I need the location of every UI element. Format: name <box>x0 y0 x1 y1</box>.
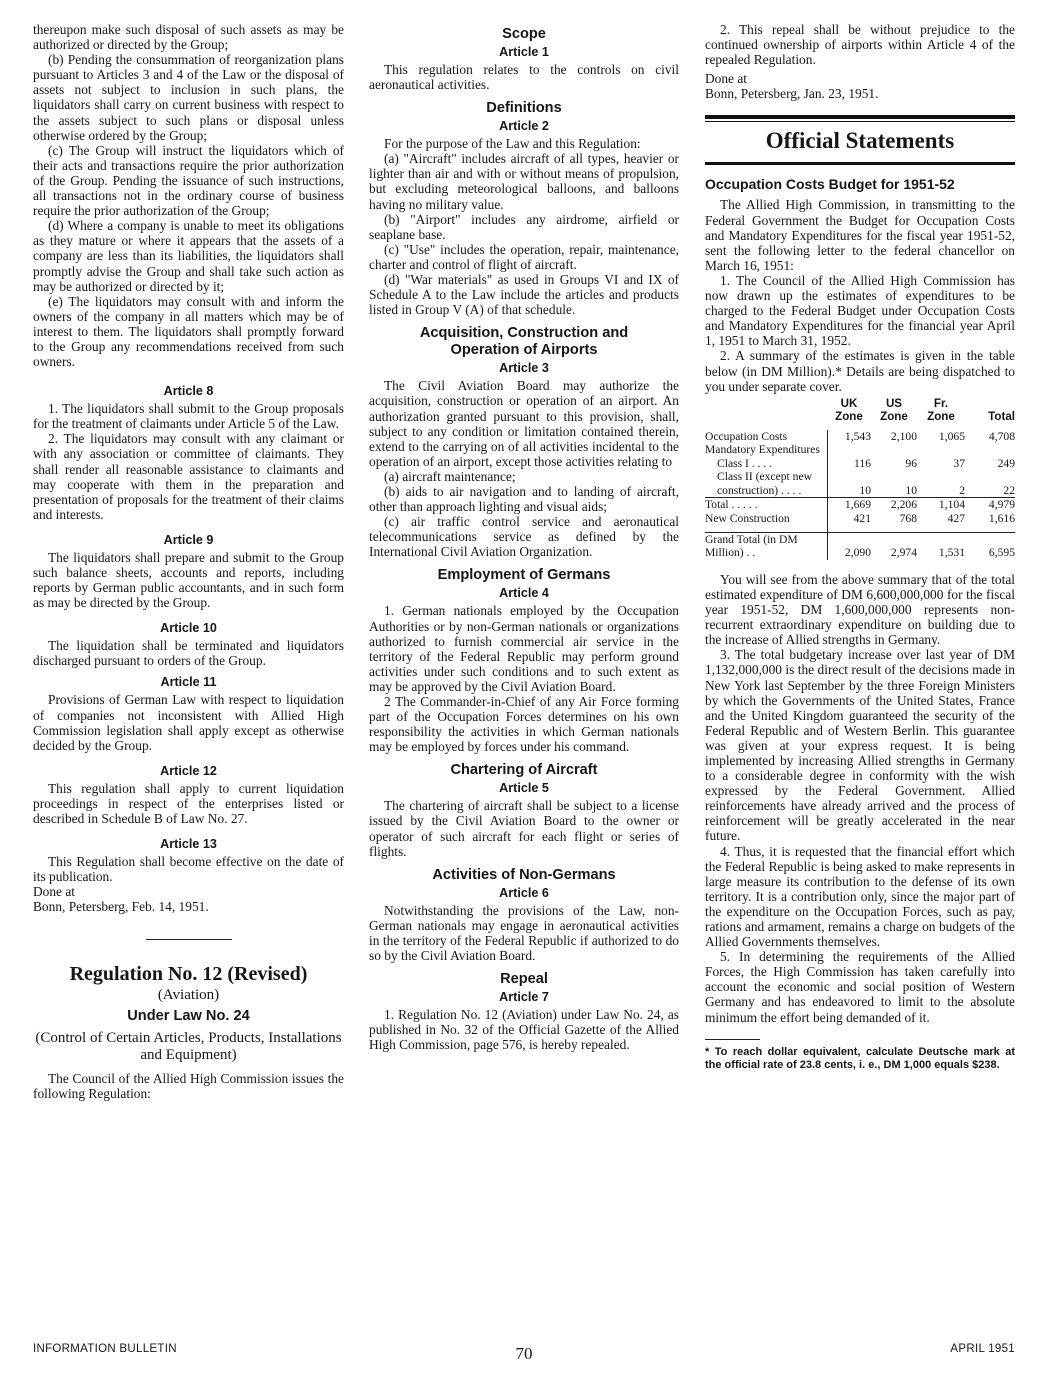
paragraph: 1. The liquidators shall submit to the Group proposals for the treatment of claimants under Article 5 of the Law. <box>33 401 344 432</box>
section-rule <box>705 162 1015 165</box>
paragraph: (d) "War materials" as used in Groups VI and IX of Schedule A to the Law include the articles and products listed in Group V (A) of that schedule. <box>369 272 679 318</box>
column-header: Zone <box>927 410 955 424</box>
table-cell: 768 <box>899 512 917 526</box>
table-row <box>705 498 1015 512</box>
table-header-row <box>705 410 1015 423</box>
table-cell: 4,708 <box>988 429 1015 443</box>
paragraph: 1. German nationals employed by the Occupation Authorities or by non-German nationals or organizations authorized to furnish commercial air service in the territory of the Federal Republic may perform ground activities under such conditions and to such extent as may be approved by the Civil Aviation Board. <box>369 603 679 694</box>
article-heading: Article 2 <box>499 119 549 134</box>
section-heading: Repeal <box>500 971 548 988</box>
footnote: * To reach dollar equivalent, calculate Deutsche mark at the official rate of 23.8 cents, i. e., DM 1,000 equals $238. <box>705 1045 1015 1071</box>
table-cell: 2 <box>959 483 965 497</box>
table-cell: 22 <box>1003 483 1015 497</box>
paragraph: 2 The Commander-in-Chief of any Air Force forming part of the Occupation Forces determines on his own responsibility the activities in which German nationals may be employed by forces under his command. <box>369 694 679 755</box>
section-heading: Acquisition, Construction and Operation of Airports <box>419 325 629 359</box>
paragraph: (b) "Airport" includes any airdrome, airfield or seaplane base. <box>369 211 679 242</box>
column-header: UK <box>840 396 858 410</box>
footer-publication: INFORMATION BULLETIN <box>33 1343 177 1355</box>
table-cell: 10 <box>859 483 871 497</box>
budget-table <box>705 397 1015 560</box>
table-header-row <box>705 397 1015 410</box>
column-1 <box>33 22 344 1101</box>
table-cell: 96 <box>905 456 917 470</box>
paragraph: 5. In determining the requirements of the Allied Forces, the High Commission has taken carefully into account the economic and social position of Western Germany and has endeavored to limit to the absolute minimum the effort being demanded of it. <box>705 949 1015 1025</box>
row-label: New Construction <box>705 512 827 526</box>
table-cell: 2,100 <box>890 429 917 443</box>
column-header: US <box>885 396 903 410</box>
paragraph: The Civil Aviation Board may authorize the acquisition, construction or operation of an airport. An authorization granted pursuant to this provision, shall, subject to any condition or limitation contained therein, extend to the carrying on of all activities incidental to the operation of an airport, except those activities relating to <box>369 378 679 469</box>
paragraph: thereupon make such disposal of such assets as may be authorized or directed by the Group; <box>33 22 344 53</box>
table-cell: 4,979 <box>965 498 1015 512</box>
footer-date: APRIL 1951 <box>950 1343 1015 1355</box>
section-heading: Employment of Germans <box>437 567 611 584</box>
table-row <box>705 532 1015 560</box>
article-heading: Article 12 <box>160 763 217 778</box>
table-cell: 1,065 <box>938 429 965 443</box>
table-cell: 1,616 <box>988 512 1015 526</box>
paragraph: The liquidators shall prepare and submit to the Group such balance sheets, accounts and reports, including reports by German public accountants, and in such form as may be directed by the Group. <box>33 549 344 611</box>
section-heading: Definitions <box>486 100 562 117</box>
table-cell: 10 <box>905 483 917 497</box>
row-label: Total . . . . . <box>705 498 827 512</box>
paragraph: You will see from the above summary that of the total estimated expenditure of DM 6,600,000,000 for the fiscal year 1951-52, DM 1,600,000,000 represents non-recurrent extraordinary expenditure on building due to the increase of Allied strengths in Germany. <box>705 571 1015 648</box>
article-heading: Article 11 <box>160 675 217 690</box>
article-heading: Article 4 <box>499 586 549 601</box>
official-statements-title: Official Statements <box>765 128 955 154</box>
article-heading: Article 3 <box>499 361 549 376</box>
section-heading: Chartering of Aircraft <box>450 762 598 779</box>
article-heading: Article 9 <box>163 532 214 547</box>
paragraph: (b) Pending the consummation of reorganization plans pursuant to Articles 3 and 4 of the Law or the disposal of assets not subject to inclusion in such plans, the liquidators shall carry on current business with respect to the assets subject to such plans or disposal unless otherwise ordered by the Group; <box>33 52 344 143</box>
column-header: Zone <box>880 410 908 424</box>
column-header <box>965 397 1015 410</box>
regulation-title: Regulation No. 12 (Revised) <box>69 962 308 985</box>
budget-heading: Occupation Costs Budget for 1951-52 <box>705 176 955 193</box>
table-row <box>705 430 1015 444</box>
table-row <box>705 512 1015 526</box>
table-cell: 6,595 <box>965 532 1015 560</box>
article-heading: Article 8 <box>163 384 214 399</box>
page-number: 70 <box>515 1344 533 1363</box>
table-cell: 2,974 <box>871 532 917 560</box>
paragraph: (d) Where a company is unable to meet its obligations as they mature or where it appears that the assets of a company are less than its liabilities, the liquidators shall promptly advise the Group and shall take such action as may be authorized or directed by it; <box>33 218 344 294</box>
table-cell: 37 <box>953 456 965 470</box>
paragraph: 3. The total budgetary increase over last year of DM 1,132,000,000 is the direct result of the decisions made in New York last September by the three Foreign Ministers by which the Governments of the United States, France and the United Kingdom guaranteed the security of the Federal Republic and of Western Berlin. This guarantee was given at your express request. It is being implemented by increasing Allied strengths in Germany to a considerable degree in conformity with the wish expressed by the Federal Government. Allied reinforcements have already arrived and the process of reinforcement will be greatly accelerated in the near future. <box>705 647 1015 844</box>
article-heading: Article 1 <box>499 45 549 59</box>
done-place: Bonn, Petersberg, Feb. 14, 1951. <box>33 899 209 915</box>
article-heading: Article 13 <box>160 837 217 852</box>
footnote-rule <box>705 1039 760 1040</box>
column-header: Zone <box>835 410 863 424</box>
paragraph: Notwithstanding the provisions of the Law, non-German nationals may engage in aeronautical activities in the territory of the Federal Republic if authorized to do so by the Civil Aviation Board. <box>369 902 679 964</box>
done-at: Done at <box>33 884 76 900</box>
paragraph: 2. The liquidators may consult with any claimant or with any association or committee of claimants. They shall render all reasonable assistance to claimants and may cooperate with them in the preparation and presentation of proposals for the treatment of their claims and interests. <box>33 431 344 522</box>
paragraph: The chartering of aircraft shall be subject to a license issued by the Civil Aviation Board to the owner or operator of such aircraft for each flight or series of flights. <box>369 798 679 859</box>
paragraph: 4. Thus, it is requested that the financial effort which the Federal Republic is being asked to make represents in large measure its contribution to the defense of its own territory. It is a contribution only, since the major part of the expenditure on the Occupation Forces, such as pay, rations and armament, remains a charge on budgets of the Allied Governments themselves. <box>705 843 1015 950</box>
paragraph: The liquidation shall be terminated and liquidators discharged pursuant to orders of the Group. <box>33 638 344 669</box>
done-place: Bonn, Petersberg, Jan. 23, 1951. <box>705 86 879 102</box>
paragraph: This regulation relates to the controls on civil aeronautical activities. <box>369 62 679 93</box>
section-heading: Scope <box>502 26 546 42</box>
column-2 <box>369 22 679 1052</box>
paragraph: (b) aids to air navigation and to landing of aircraft, other than approach lighting and visual aids; <box>369 483 679 515</box>
paragraph: 2. A summary of the estimates is given in the table below (in DM Million).* Details are being dispatched to you under separate cover. <box>705 348 1015 394</box>
table-cell: 2,206 <box>871 498 917 512</box>
regulation-subtitle: (Aviation) <box>157 986 220 1003</box>
regulation-law: Under Law No. 24 <box>127 1007 250 1024</box>
regulation-control: (Control of Certain Articles, Products, Installations and Equipment) <box>35 1029 342 1063</box>
row-label: Occupation Costs <box>705 430 827 444</box>
row-label: Class II (except new construction) . . . . <box>705 470 827 498</box>
table-row <box>705 443 1015 457</box>
done-at: Done at <box>705 71 748 87</box>
row-label: Class I . . . . <box>705 457 827 471</box>
paragraph: The Council of the Allied High Commission issues the following Regulation: <box>33 1070 344 1101</box>
paragraph: Provisions of German Law with respect to liquidation of companies not inconsistent with Allied High Commission legislation shall apply except as otherwise decided by the Group. <box>33 692 344 753</box>
paragraph: (a) "Aircraft" includes aircraft of all types, heavier or lighter than air and with or without means of propulsion, but excluding meteorological balloons, and balloons having no military value. <box>369 151 679 212</box>
row-label: Grand Total (in DM Million) . . <box>705 532 827 560</box>
paragraph: (c) air traffic control service and aeronautical telecommunications service as defined by the International Civil Aviation Organization. <box>369 514 679 560</box>
divider <box>146 939 232 940</box>
table-row <box>705 457 1015 471</box>
table-cell: 2,090 <box>827 532 871 560</box>
paragraph: This Regulation shall become effective on the date of its publication. <box>33 854 344 885</box>
table-row <box>705 470 1015 498</box>
article-heading: Article 5 <box>499 781 549 796</box>
column-3 <box>705 22 1015 1072</box>
article-heading: Article 6 <box>499 885 549 900</box>
section-rule <box>705 115 1015 119</box>
paragraph: 1. Regulation No. 12 (Aviation) under Law No. 24, as published in No. 32 of the Official Gazette of the Allied High Commission, page 576, is hereby repealed. <box>369 1007 679 1053</box>
table-cell: 116 <box>854 456 871 470</box>
table-cell: 1,669 <box>827 498 871 512</box>
table-cell: 1,531 <box>917 532 965 560</box>
paragraph: (c) The Group will instruct the liquidators which of their acts and transactions require the prior authorization of the Group. Pending the issuance of such instructions, all transactions not in the ordinary course of business require the prior authorization of the Group; <box>33 142 344 219</box>
table-cell: 1,543 <box>844 429 871 443</box>
table-cell: 421 <box>853 512 871 526</box>
paragraph: 2. This repeal shall be without prejudice to the continued ownership of airports within Article 4 of the repealed Regulation. <box>705 22 1015 68</box>
paragraph: (e) The liquidators may consult with and inform the owners of the company in all matters which may be of interest to them. The liquidators shall promptly forward to the Group any recommendations received from such owners. <box>33 293 344 370</box>
paragraph: (a) aircraft maintenance; <box>384 468 516 484</box>
article-heading: Article 7 <box>499 990 549 1005</box>
column-header: Total <box>988 410 1015 424</box>
table-cell: 249 <box>997 456 1015 470</box>
paragraph: (c) "Use" includes the operation, repair, maintenance, charter and control of flight of aircraft. <box>369 241 679 272</box>
section-rule <box>705 121 1015 122</box>
paragraph: The Allied High Commission, in transmitting to the Federal Government the Budget for Occupation Costs and Mandatory Expenditures for the fiscal year 1951-52, sent the following letter to the federal chancellor on March 16, 1951: <box>705 197 1015 273</box>
paragraph: For the purpose of the Law and this Regulation: <box>384 136 641 152</box>
column-header: Fr. <box>933 396 949 410</box>
paragraph: This regulation shall apply to current liquidation proceedings in respect of the enterprises listed or described in Schedule B of Law No. 27. <box>33 780 344 827</box>
article-heading: Article 10 <box>160 621 217 636</box>
section-heading: Activities of Non-Germans <box>432 866 616 883</box>
row-label: Mandatory Expenditures <box>705 443 827 457</box>
paragraph: 1. The Council of the Allied High Commission has now drawn up the estimates of expenditures to be charged to the Federal Budget under Occupation Costs and Mandatory Expenditures for the financial year April 1, 1951 to March 31, 1952. <box>705 272 1015 349</box>
table-cell: 1,104 <box>917 498 965 512</box>
table-cell: 427 <box>947 512 965 526</box>
